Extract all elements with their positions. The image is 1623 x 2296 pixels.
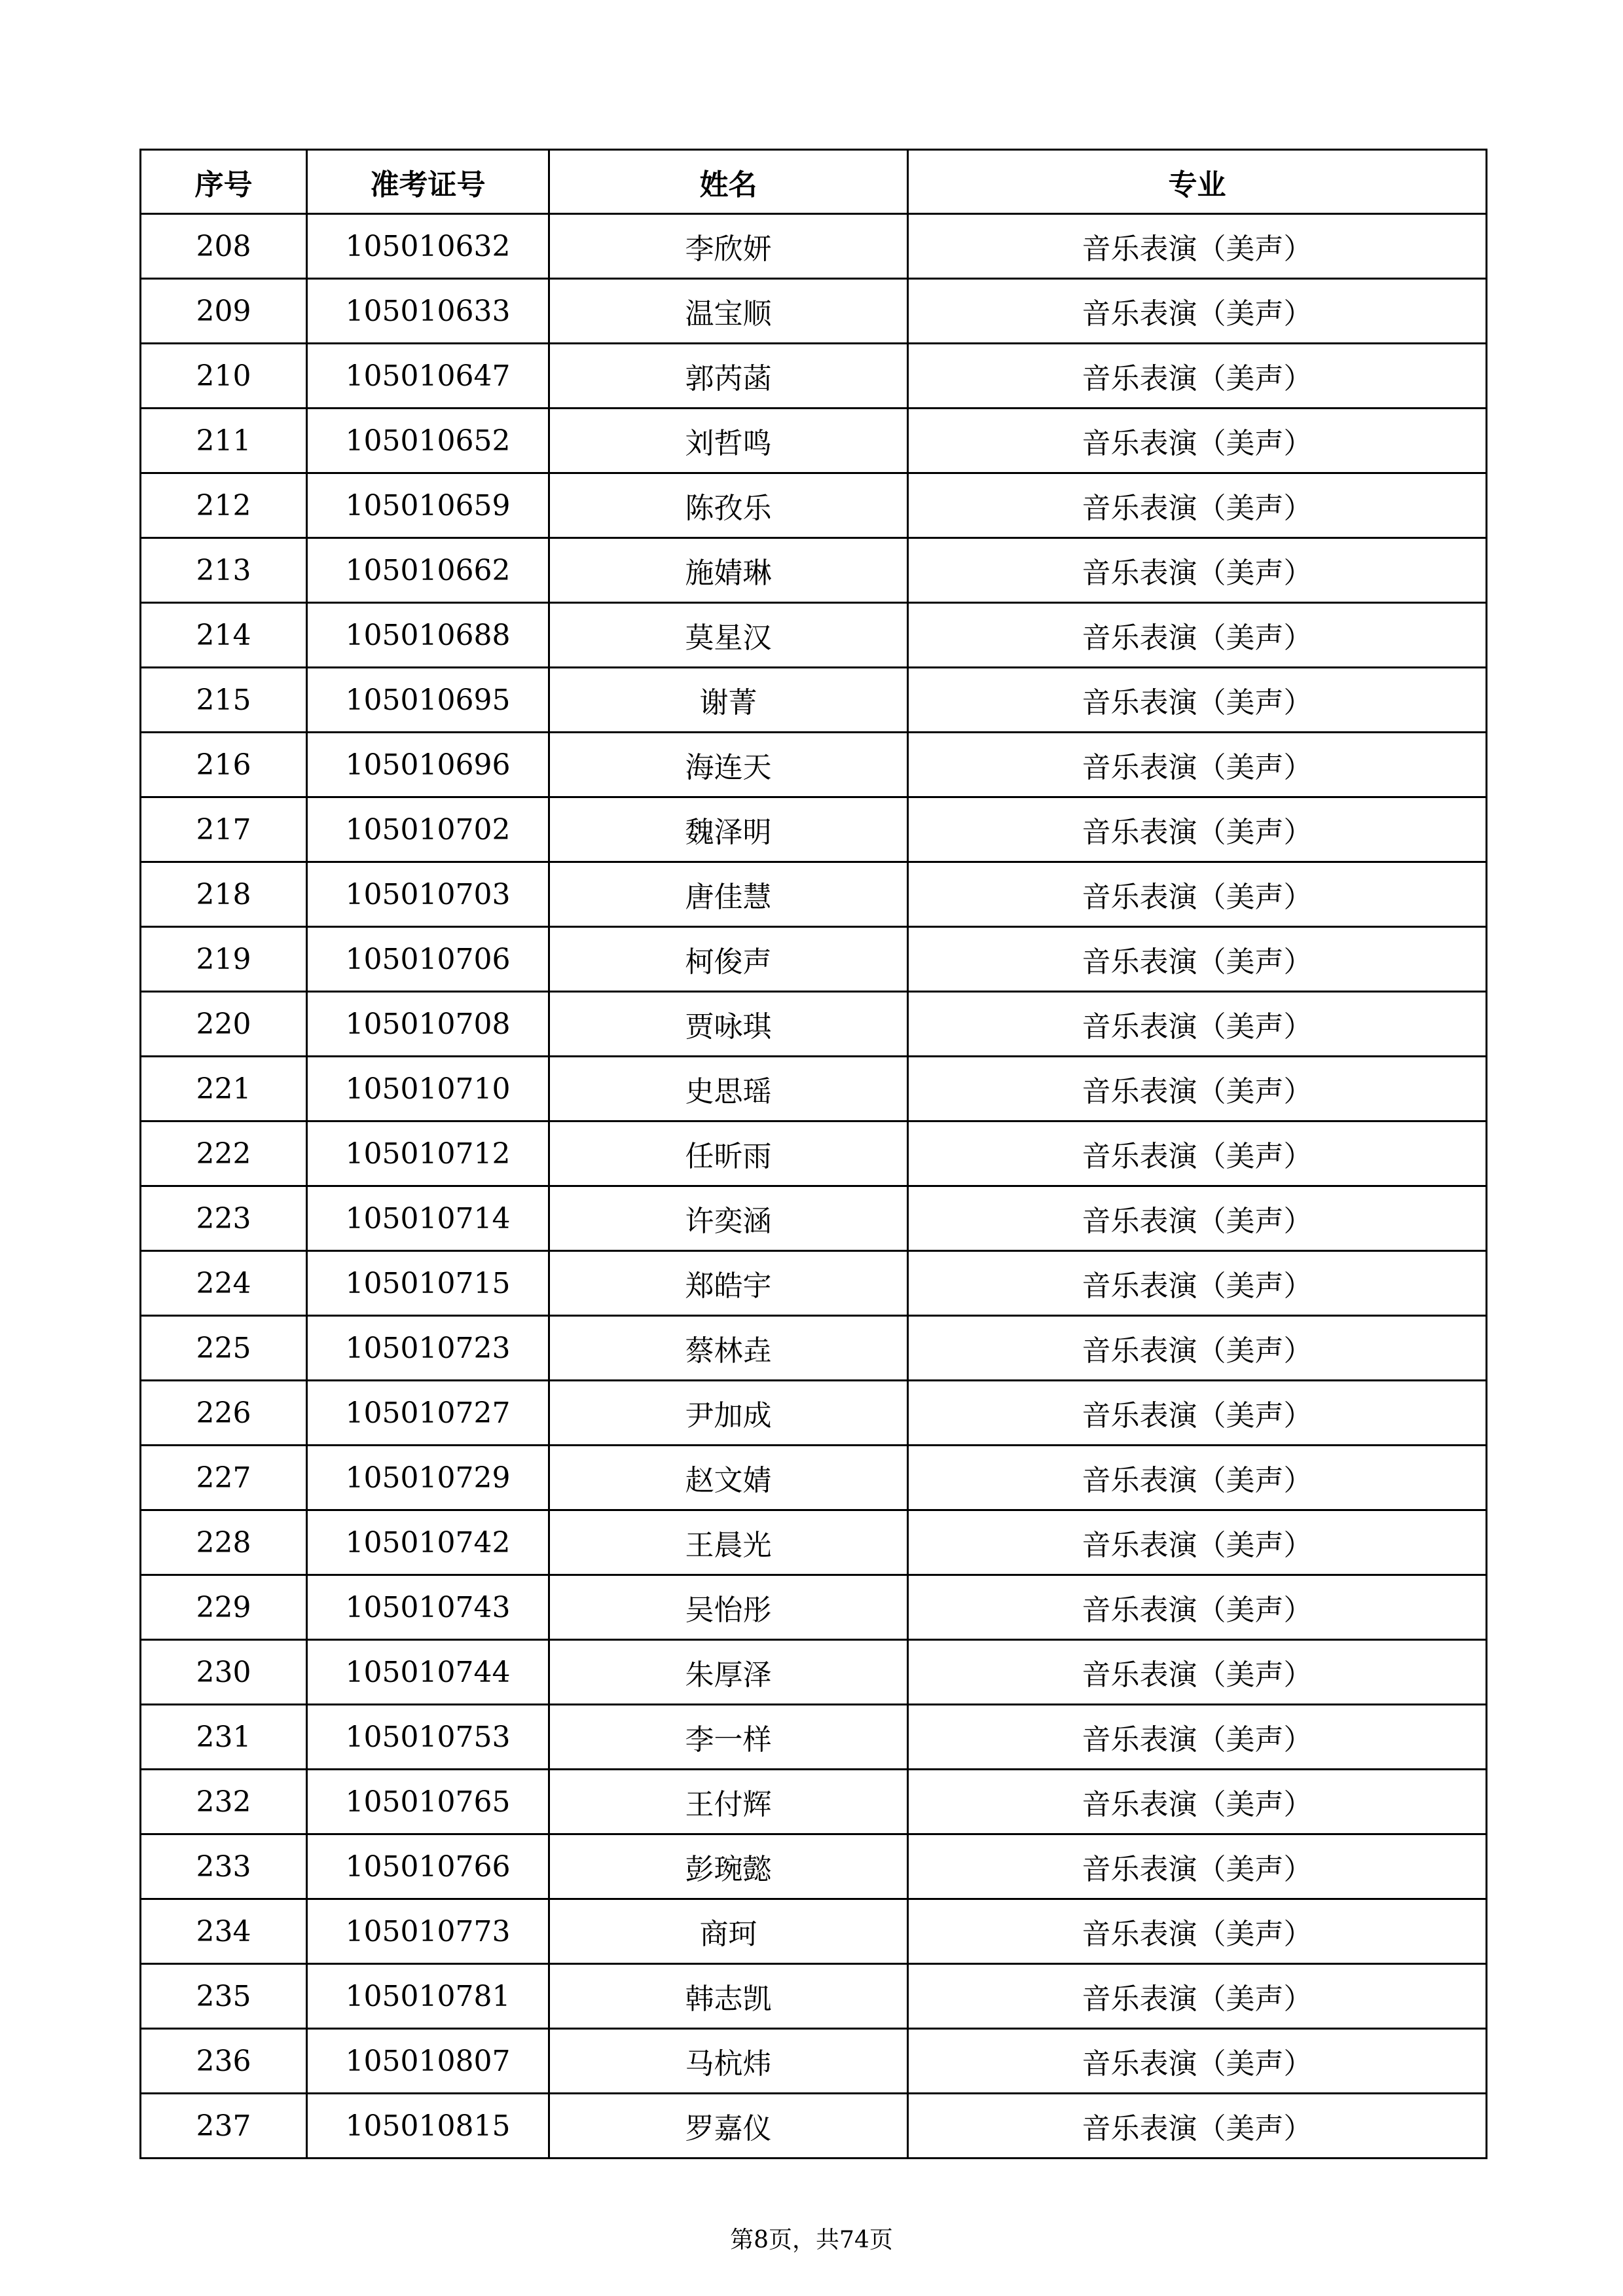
table-row: [141, 862, 1487, 927]
cell-seq: 233: [141, 1834, 307, 1899]
cell-seq: 232: [141, 1770, 307, 1834]
cell-seq: 231: [141, 1705, 307, 1770]
cell-major: 音乐表演（美声）: [908, 1964, 1487, 2029]
cell-name: 许奕涵: [549, 1186, 908, 1251]
cell-major: 音乐表演（美声）: [908, 862, 1487, 927]
cell-major: 音乐表演（美声）: [908, 1121, 1487, 1186]
cell-seq: 209: [141, 279, 307, 344]
cell-exam-number: 105010712: [307, 1121, 549, 1186]
table-row: [141, 1640, 1487, 1705]
cell-exam-number: 105010744: [307, 1640, 549, 1705]
cell-seq: 218: [141, 862, 307, 927]
cell-major: 音乐表演（美声）: [908, 1770, 1487, 1834]
cell-exam-number: 105010708: [307, 992, 549, 1057]
cell-seq: 220: [141, 992, 307, 1057]
cell-exam-number: 105010723: [307, 1316, 549, 1381]
cell-exam-number: 105010727: [307, 1381, 549, 1446]
cell-seq: 219: [141, 927, 307, 992]
roster-table: [139, 149, 1487, 2159]
table-row: [141, 1510, 1487, 1575]
header-name: 姓名: [549, 150, 908, 214]
cell-name: 任昕雨: [549, 1121, 908, 1186]
header-exam-number: 准考证号: [307, 150, 549, 214]
cell-name: 海连天: [549, 733, 908, 797]
table-row: [141, 2094, 1487, 2159]
cell-name: 尹加成: [549, 1381, 908, 1446]
cell-seq: 227: [141, 1446, 307, 1510]
cell-exam-number: 105010688: [307, 603, 549, 668]
cell-major: 音乐表演（美声）: [908, 2094, 1487, 2159]
table-row: [141, 1446, 1487, 1510]
cell-name: 李欣妍: [549, 214, 908, 279]
table-header: [141, 150, 1487, 214]
table-body: [141, 214, 1487, 2159]
cell-name: 魏泽明: [549, 797, 908, 862]
cell-major: 音乐表演（美声）: [908, 1705, 1487, 1770]
cell-major: 音乐表演（美声）: [908, 668, 1487, 733]
cell-exam-number: 105010815: [307, 2094, 549, 2159]
table-row: [141, 1964, 1487, 2029]
cell-name: 吴怡彤: [549, 1575, 908, 1640]
cell-name: 罗嘉仪: [549, 2094, 908, 2159]
cell-major: 音乐表演（美声）: [908, 214, 1487, 279]
cell-major: 音乐表演（美声）: [908, 344, 1487, 409]
header-seq: 序号: [141, 150, 307, 214]
cell-seq: 213: [141, 538, 307, 603]
cell-major: 音乐表演（美声）: [908, 2029, 1487, 2094]
cell-exam-number: 105010702: [307, 797, 549, 862]
cell-major: 音乐表演（美声）: [908, 409, 1487, 473]
cell-seq: 228: [141, 1510, 307, 1575]
table-row: [141, 992, 1487, 1057]
cell-exam-number: 105010703: [307, 862, 549, 927]
cell-exam-number: 105010632: [307, 214, 549, 279]
table-row: [141, 1705, 1487, 1770]
table-row: [141, 1899, 1487, 1964]
cell-seq: 235: [141, 1964, 307, 2029]
table-row: [141, 733, 1487, 797]
cell-major: 音乐表演（美声）: [908, 1640, 1487, 1705]
table-row: [141, 1121, 1487, 1186]
cell-major: 音乐表演（美声）: [908, 1446, 1487, 1510]
cell-seq: 216: [141, 733, 307, 797]
cell-name: 赵文婧: [549, 1446, 908, 1510]
cell-name: 王晨光: [549, 1510, 908, 1575]
cell-name: 郭芮菡: [549, 344, 908, 409]
cell-seq: 215: [141, 668, 307, 733]
cell-major: 音乐表演（美声）: [908, 797, 1487, 862]
cell-exam-number: 105010706: [307, 927, 549, 992]
cell-exam-number: 105010714: [307, 1186, 549, 1251]
table-row: [141, 1186, 1487, 1251]
cell-exam-number: 105010659: [307, 473, 549, 538]
cell-name: 贾咏琪: [549, 992, 908, 1057]
cell-name: 陈孜乐: [549, 473, 908, 538]
cell-exam-number: 105010729: [307, 1446, 549, 1510]
table-row: [141, 538, 1487, 603]
cell-name: 刘哲鸣: [549, 409, 908, 473]
cell-major: 音乐表演（美声）: [908, 1251, 1487, 1316]
cell-major: 音乐表演（美声）: [908, 1057, 1487, 1121]
cell-name: 柯俊声: [549, 927, 908, 992]
cell-major: 音乐表演（美声）: [908, 1834, 1487, 1899]
cell-major: 音乐表演（美声）: [908, 1316, 1487, 1381]
cell-exam-number: 105010753: [307, 1705, 549, 1770]
cell-exam-number: 105010743: [307, 1575, 549, 1640]
cell-exam-number: 105010633: [307, 279, 549, 344]
cell-name: 温宝顺: [549, 279, 908, 344]
cell-major: 音乐表演（美声）: [908, 1381, 1487, 1446]
cell-name: 施婧琳: [549, 538, 908, 603]
cell-major: 音乐表演（美声）: [908, 473, 1487, 538]
cell-exam-number: 105010773: [307, 1899, 549, 1964]
cell-name: 谢菁: [549, 668, 908, 733]
cell-exam-number: 105010696: [307, 733, 549, 797]
table-row: [141, 1575, 1487, 1640]
header-row: [141, 150, 1487, 214]
table-row: [141, 1381, 1487, 1446]
table-row: [141, 473, 1487, 538]
cell-name: 蔡林垚: [549, 1316, 908, 1381]
cell-name: 唐佳慧: [549, 862, 908, 927]
cell-exam-number: 105010766: [307, 1834, 549, 1899]
cell-name: 彭琬懿: [549, 1834, 908, 1899]
cell-exam-number: 105010647: [307, 344, 549, 409]
cell-exam-number: 105010695: [307, 668, 549, 733]
cell-name: 商珂: [549, 1899, 908, 1964]
header-major: 专业: [908, 150, 1487, 214]
cell-major: 音乐表演（美声）: [908, 1186, 1487, 1251]
cell-major: 音乐表演（美声）: [908, 1510, 1487, 1575]
cell-name: 马杭炜: [549, 2029, 908, 2094]
cell-seq: 230: [141, 1640, 307, 1705]
table-row: [141, 603, 1487, 668]
cell-major: 音乐表演（美声）: [908, 279, 1487, 344]
table-row: [141, 797, 1487, 862]
page-number: 第8页，共74页: [730, 2227, 893, 2253]
cell-seq: 210: [141, 344, 307, 409]
cell-seq: 236: [141, 2029, 307, 2094]
table-row: [141, 1251, 1487, 1316]
cell-major: 音乐表演（美声）: [908, 733, 1487, 797]
cell-name: 朱厚泽: [549, 1640, 908, 1705]
cell-name: 韩志凯: [549, 1964, 908, 2029]
cell-seq: 229: [141, 1575, 307, 1640]
cell-seq: 212: [141, 473, 307, 538]
cell-seq: 214: [141, 603, 307, 668]
cell-exam-number: 105010807: [307, 2029, 549, 2094]
cell-name: 莫星汉: [549, 603, 908, 668]
cell-seq: 226: [141, 1381, 307, 1446]
cell-seq: 234: [141, 1899, 307, 1964]
table-row: [141, 1057, 1487, 1121]
table-row: [141, 927, 1487, 992]
table-row: [141, 1834, 1487, 1899]
table-row: [141, 344, 1487, 409]
table-row: [141, 1316, 1487, 1381]
table-row: [141, 214, 1487, 279]
cell-seq: 211: [141, 409, 307, 473]
cell-seq: 217: [141, 797, 307, 862]
cell-exam-number: 105010781: [307, 1964, 549, 2029]
cell-major: 音乐表演（美声）: [908, 1575, 1487, 1640]
cell-seq: 237: [141, 2094, 307, 2159]
cell-exam-number: 105010710: [307, 1057, 549, 1121]
cell-major: 音乐表演（美声）: [908, 603, 1487, 668]
cell-exam-number: 105010652: [307, 409, 549, 473]
cell-exam-number: 105010765: [307, 1770, 549, 1834]
cell-seq: 225: [141, 1316, 307, 1381]
cell-major: 音乐表演（美声）: [908, 992, 1487, 1057]
cell-exam-number: 105010662: [307, 538, 549, 603]
cell-seq: 208: [141, 214, 307, 279]
cell-seq: 223: [141, 1186, 307, 1251]
cell-seq: 221: [141, 1057, 307, 1121]
cell-name: 郑皓宇: [549, 1251, 908, 1316]
table-row: [141, 668, 1487, 733]
cell-name: 史思瑶: [549, 1057, 908, 1121]
cell-seq: 222: [141, 1121, 307, 1186]
cell-major: 音乐表演（美声）: [908, 1899, 1487, 1964]
table-row: [141, 2029, 1487, 2094]
cell-exam-number: 105010715: [307, 1251, 549, 1316]
cell-name: 李一样: [549, 1705, 908, 1770]
cell-name: 王付辉: [549, 1770, 908, 1834]
cell-seq: 224: [141, 1251, 307, 1316]
cell-major: 音乐表演（美声）: [908, 538, 1487, 603]
cell-exam-number: 105010742: [307, 1510, 549, 1575]
table-row: [141, 1770, 1487, 1834]
table-row: [141, 279, 1487, 344]
cell-major: 音乐表演（美声）: [908, 927, 1487, 992]
table-row: [141, 409, 1487, 473]
